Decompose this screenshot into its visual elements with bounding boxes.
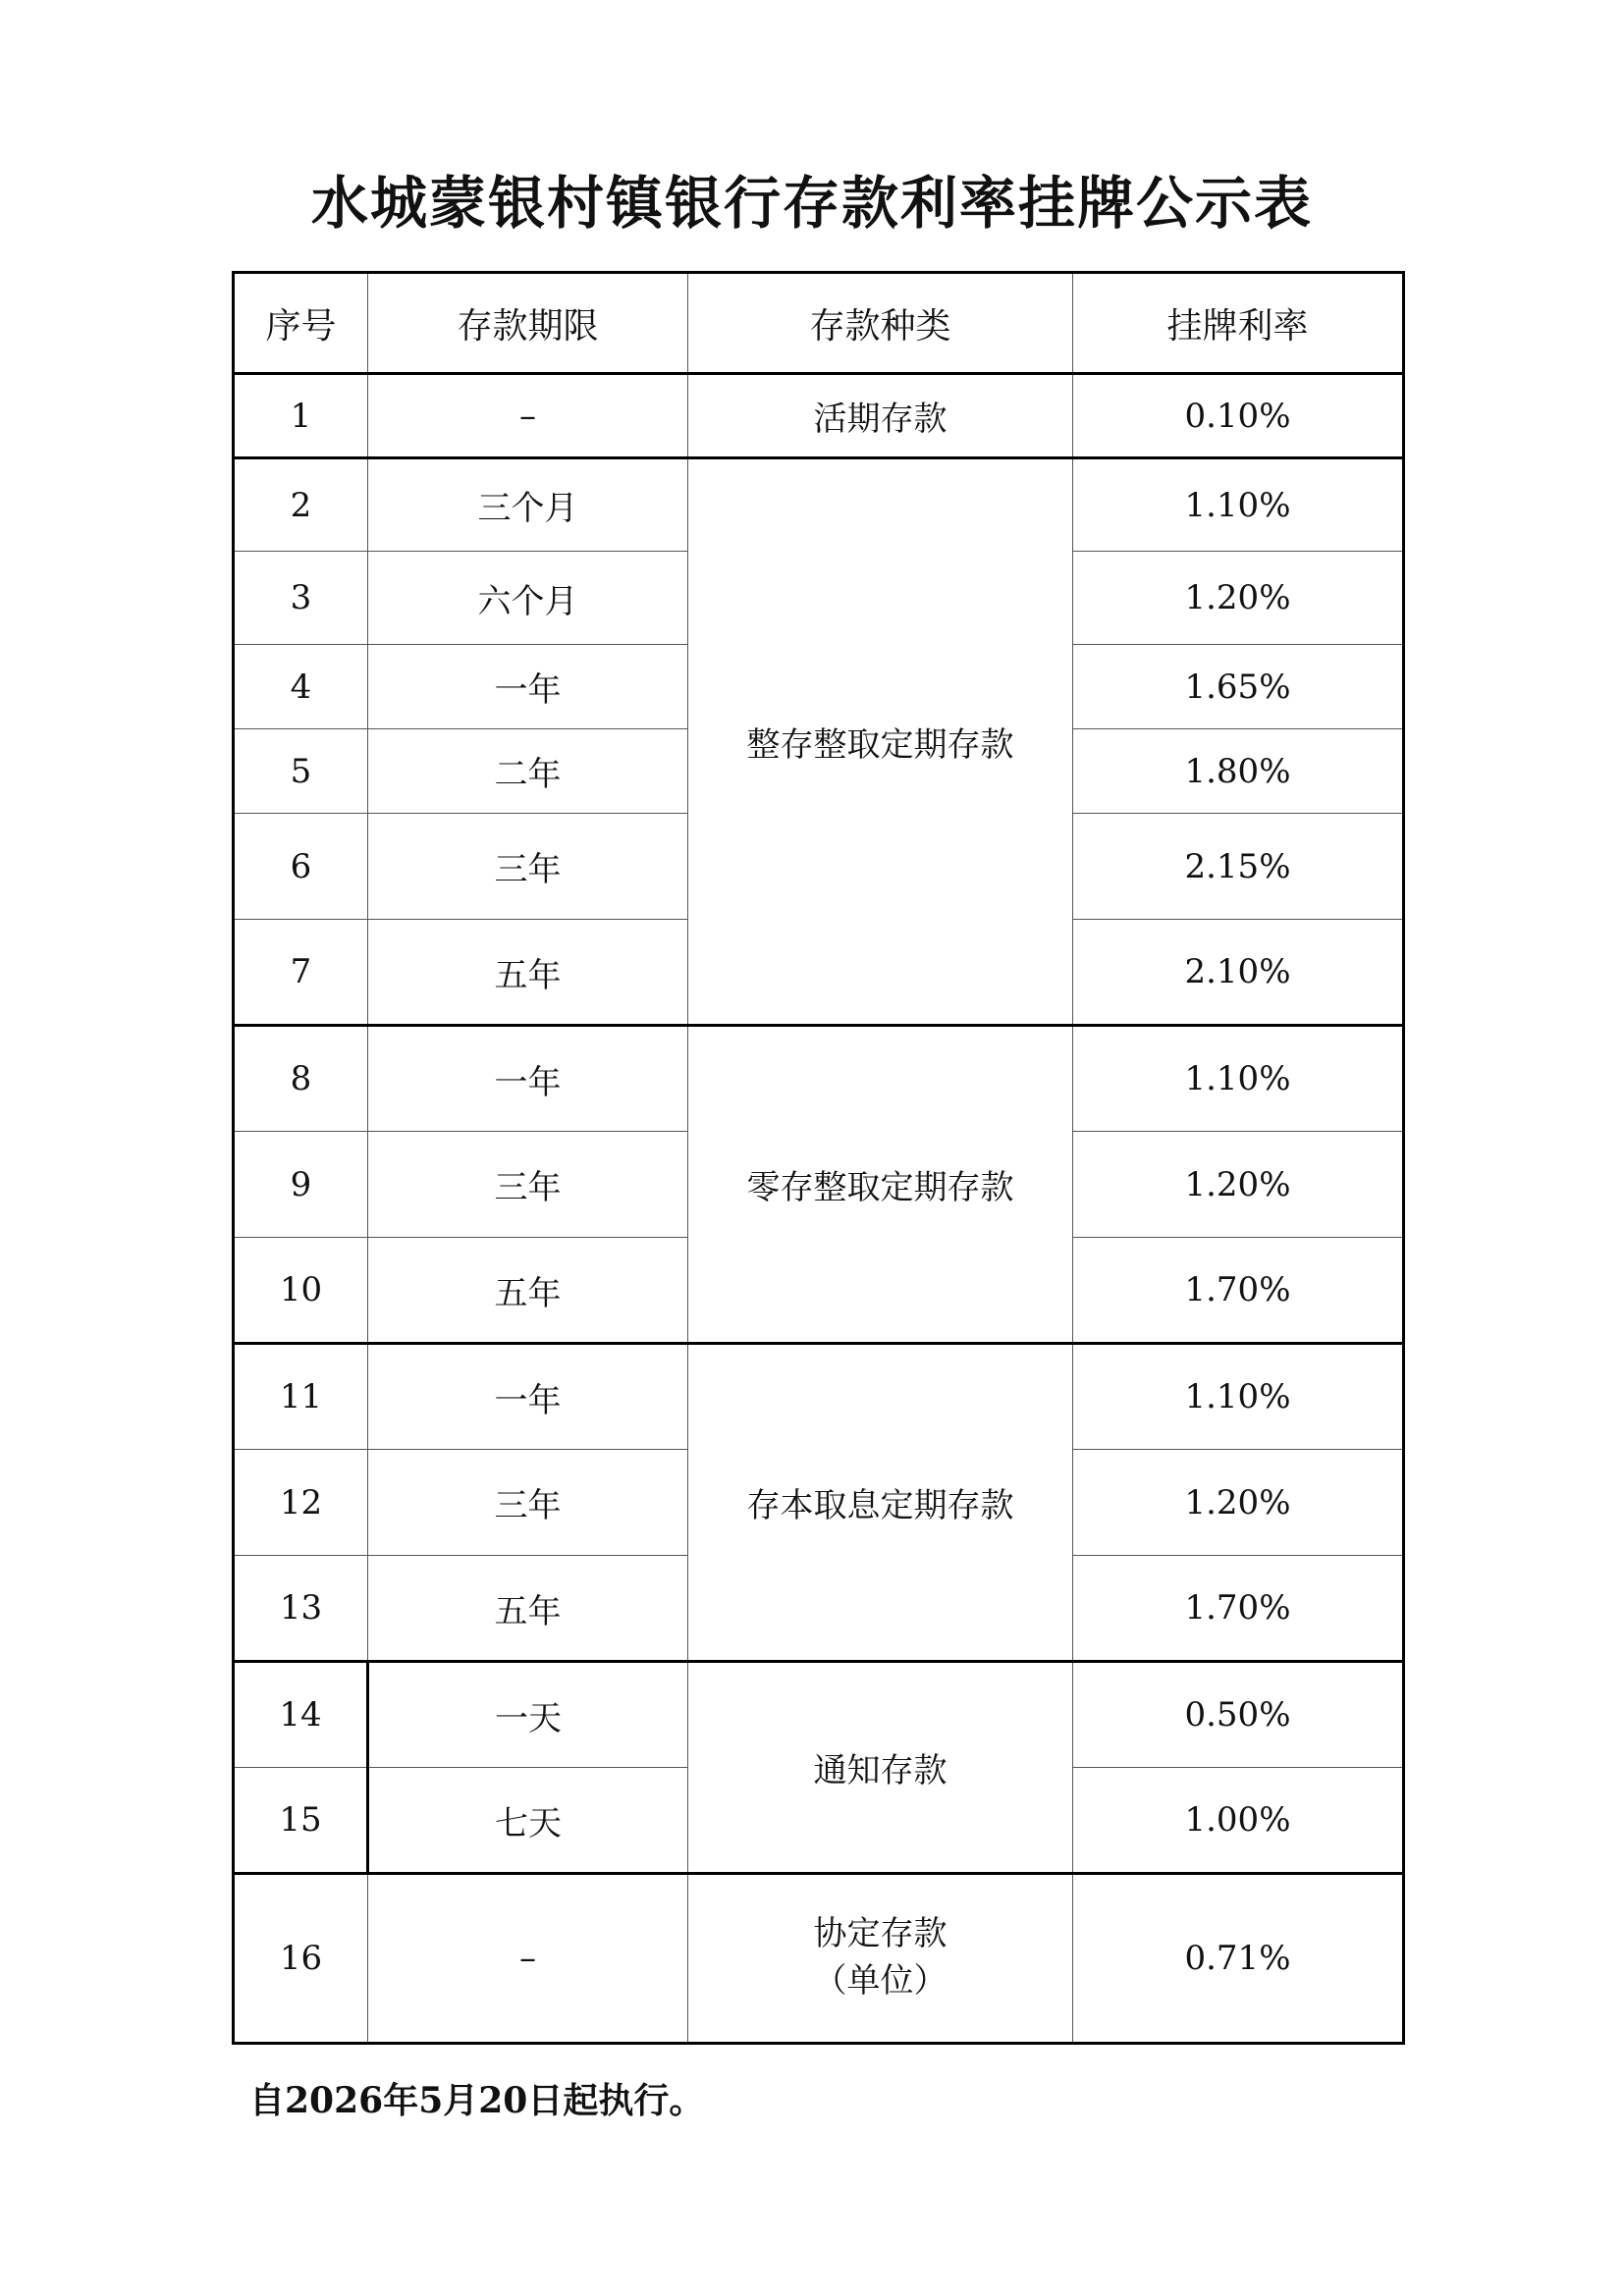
rate-cell: 1.10% (1073, 458, 1404, 552)
effective-date-notice: 自2026年5月20日起执行。 (249, 2080, 705, 2121)
rate-cell: 1.70% (1073, 1238, 1404, 1344)
header-term: 存款期限 (368, 273, 688, 374)
rate-cell: 1.70% (1073, 1556, 1404, 1662)
table-row (234, 374, 1404, 458)
table-row (234, 458, 1404, 552)
term-cell: 一年 (368, 1344, 688, 1450)
table-row (234, 1662, 1404, 1768)
page-title: 水城蒙银村镇银行存款利率挂牌公示表 (310, 170, 1313, 237)
table-row (234, 1344, 1404, 1450)
term-cell: 一天 (368, 1662, 688, 1768)
seq-cell: 13 (234, 1556, 368, 1662)
type-cell (688, 1874, 1073, 2044)
term-cell: – (368, 374, 688, 458)
seq-cell: 1 (234, 374, 368, 458)
seq-cell: 15 (234, 1768, 368, 1874)
term-cell: 五年 (368, 1238, 688, 1344)
type-cell-main: 协定存款 (813, 1914, 947, 1954)
type-cell: 通知存款 (688, 1662, 1073, 1874)
rate-cell: 1.10% (1073, 1026, 1404, 1132)
seq-cell: 2 (234, 458, 368, 552)
rate-cell: 1.00% (1073, 1768, 1404, 1874)
seq-cell: 9 (234, 1132, 368, 1238)
term-cell: 六个月 (368, 552, 688, 645)
table-row (234, 1026, 1404, 1132)
seq-cell: 8 (234, 1026, 368, 1132)
rate-cell: 1.20% (1073, 552, 1404, 645)
rate-cell: 0.50% (1073, 1662, 1404, 1768)
term-cell: 七天 (368, 1768, 688, 1874)
table-row (234, 1874, 1404, 2044)
type-cell: 活期存款 (688, 374, 1073, 458)
term-cell: 三年 (368, 1132, 688, 1238)
seq-cell: 3 (234, 552, 368, 645)
term-cell: – (368, 1874, 688, 2044)
rate-cell: 2.10% (1073, 920, 1404, 1026)
rate-cell: 0.10% (1073, 374, 1404, 458)
rate-cell: 0.71% (1073, 1874, 1404, 2044)
term-cell: 五年 (368, 1556, 688, 1662)
seq-cell: 16 (234, 1874, 368, 2044)
seq-cell: 5 (234, 729, 368, 814)
rate-cell: 2.15% (1073, 814, 1404, 920)
seq-cell: 14 (234, 1662, 368, 1768)
header-rate: 挂牌利率 (1073, 273, 1404, 374)
seq-cell: 11 (234, 1344, 368, 1450)
seq-cell: 6 (234, 814, 368, 920)
rate-cell: 1.20% (1073, 1450, 1404, 1556)
term-cell: 一年 (368, 645, 688, 729)
header-seq: 序号 (234, 273, 368, 374)
interest-rate-table (232, 271, 1405, 2045)
term-cell: 五年 (368, 920, 688, 1026)
term-cell: 一年 (368, 1026, 688, 1132)
rate-cell: 1.20% (1073, 1132, 1404, 1238)
term-cell: 三年 (368, 814, 688, 920)
seq-cell: 4 (234, 645, 368, 729)
rate-cell: 1.10% (1073, 1344, 1404, 1450)
term-cell: 三个月 (368, 458, 688, 552)
type-cell-sub: （单位） (813, 1961, 947, 2001)
type-cell: 存本取息定期存款 (688, 1344, 1073, 1662)
rate-cell: 1.65% (1073, 645, 1404, 729)
seq-cell: 10 (234, 1238, 368, 1344)
type-cell: 零存整取定期存款 (688, 1026, 1073, 1344)
header-type: 存款种类 (688, 273, 1073, 374)
seq-cell: 12 (234, 1450, 368, 1556)
term-cell: 三年 (368, 1450, 688, 1556)
rate-cell: 1.80% (1073, 729, 1404, 814)
table-header-row (234, 273, 1404, 374)
term-cell: 二年 (368, 729, 688, 814)
seq-cell: 7 (234, 920, 368, 1026)
type-cell: 整存整取定期存款 (688, 458, 1073, 1026)
